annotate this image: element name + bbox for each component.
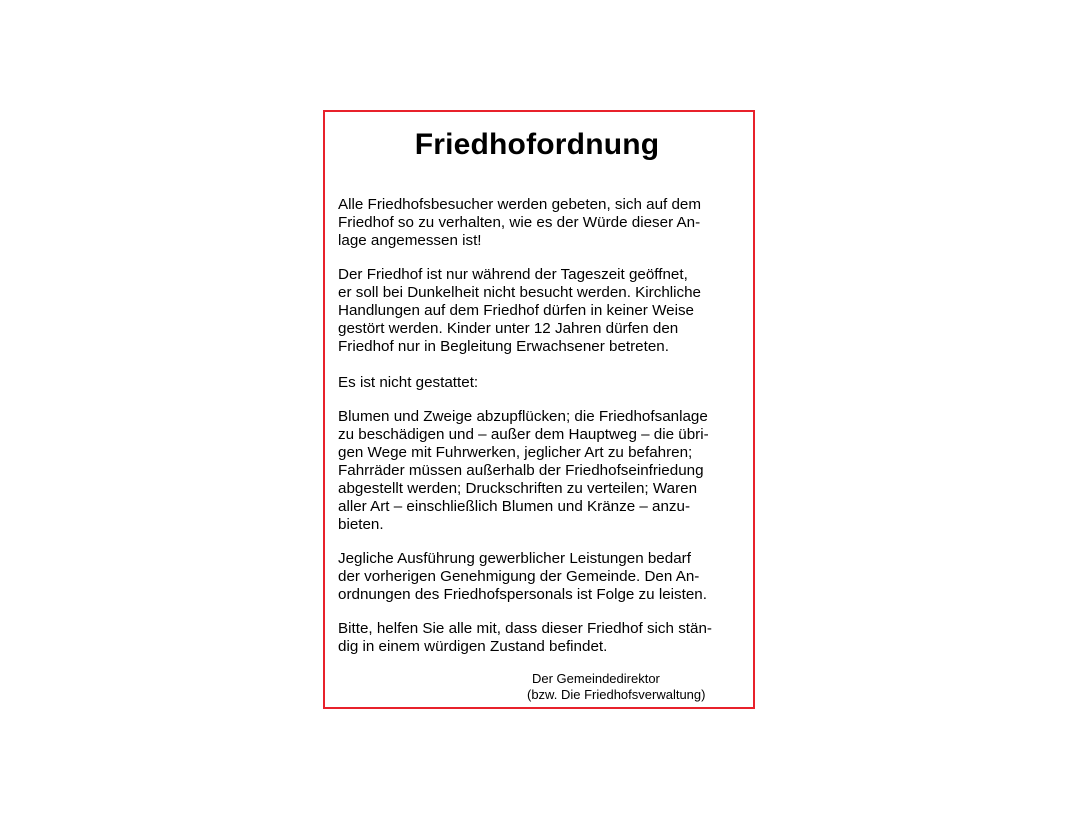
cemetery-rules-sign [323,110,755,709]
text-line: dig in einem würdigen Zustand befindet. [338,638,608,655]
text-line: Es ist nicht gestattet: [338,374,479,391]
text-line: Der Friedhof ist nur während der Tageszeit geöffnet, [338,266,688,283]
text-line: abgestellt werden; Druckschriften zu verteilen; Waren [338,480,698,497]
signature-note: (bzw. Die Friedhofsverwaltung) [527,687,706,702]
text-line: Bitte, helfen Sie alle mit, dass dieser Friedhof sich stän- [338,620,712,637]
text-line: der vorherigen Genehmigung der Gemeinde. Den An- [338,568,700,585]
text-line: ordnungen des Friedhofspersonals ist Folge zu leisten. [338,586,707,603]
text-line: gen Wege mit Fuhrwerken, jeglicher Art zu befahren; [338,444,693,461]
text-line: aller Art – einschließlich Blumen und Kränze – anzu- [338,498,691,515]
text-line: lage angemessen ist! [338,232,482,249]
text-line: gestört werden. Kinder unter 12 Jahren dürfen den [338,320,679,337]
text-line: Blumen und Zweige abzupflücken; die Friedhofsanlage [338,408,708,425]
sign-title: Friedhofordnung [414,128,660,161]
text-line: Friedhof so zu verhalten, wie es der Würde dieser An- [338,214,701,231]
text-line: Friedhof nur in Begleitung Erwachsener betreten. [338,338,669,355]
text-line: Alle Friedhofsbesucher werden gebeten, sich auf dem [338,196,702,213]
text-line: Jegliche Ausführung gewerblicher Leistungen bedarf [338,550,691,567]
text-line: er soll bei Dunkelheit nicht besucht werden. Kirchliche [338,284,702,301]
text-line: Handlungen auf dem Friedhof dürfen in keiner Weise [338,302,694,319]
text-line: Fahrräder müssen außerhalb der Friedhofseinfriedung [338,462,704,479]
text-line: zu beschädigen und – außer dem Hauptweg – die übri- [338,426,709,443]
text-line: bieten. [338,516,384,533]
signature-name: Der Gemeindedirektor [532,671,660,686]
